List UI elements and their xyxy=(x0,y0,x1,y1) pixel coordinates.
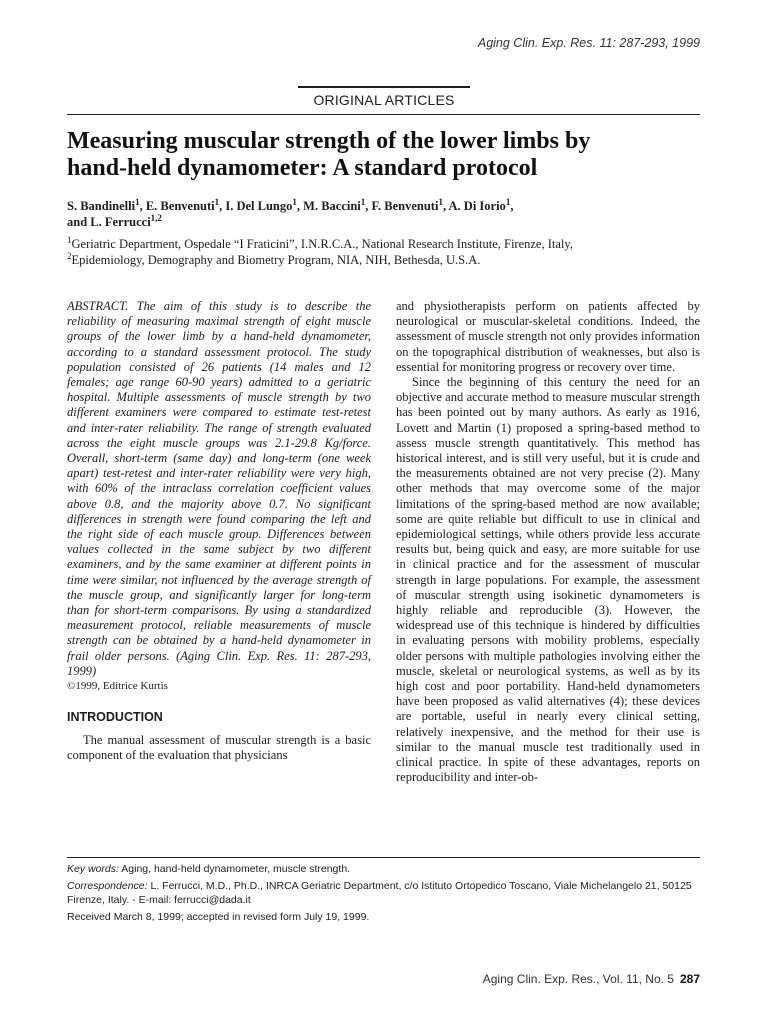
right-column xyxy=(396,299,700,786)
affiliation-mark: 1 xyxy=(438,196,443,207)
abstract xyxy=(67,299,371,679)
body-paragraph: and physiotherapists perform on patients affected by neurological or muscular-skeletal conditions. Indeed, the assessment of muscle strength not only provides information on the topographical distribution of weaknesses, but also is essential for monitoring progress or recovery over time. xyxy=(396,299,700,374)
affiliation-list xyxy=(67,236,707,268)
journal-reference: Aging Clin. Exp. Res. 11: 287-293, 1999 xyxy=(477,36,700,50)
section-label: ORIGINAL ARTICLES xyxy=(313,92,455,108)
affiliation-mark: 1,2 xyxy=(150,212,162,223)
correspondence-label: Correspondence: xyxy=(67,880,148,892)
affiliation-mark: 1 xyxy=(505,196,511,207)
title-line-1: Measuring muscular strength of the lower limbs by xyxy=(67,128,591,154)
page-footer xyxy=(483,972,700,986)
keywords-text: Aging, hand-held dynamometer, muscle strength. xyxy=(118,863,351,875)
affiliation-mark: 1 xyxy=(67,234,72,245)
affiliation-item xyxy=(67,252,707,268)
keywords-note xyxy=(67,862,707,876)
author-name: E. Benvenuti xyxy=(145,199,215,213)
author-name: A. Di Iorio xyxy=(448,199,506,213)
keywords-label: Key words: xyxy=(67,863,119,875)
introduction-paragraph: The manual assessment of muscular strength is a basic component of the evaluation that physicians xyxy=(67,733,371,763)
left-column xyxy=(67,299,371,764)
title-line-2: hand-held dynamometer: A standard protocol xyxy=(67,155,538,181)
affiliation-mark: 1 xyxy=(360,196,366,207)
received-note: Received March 8, 1999; accepted in revised form July 19, 1999. xyxy=(67,911,370,923)
author-list: S. Bandinelli$^1$, E. Benvenuti$^1$, I. Del Lungo$^1$, M. Baccini$^1$, F. Benvenuti$^1$, A. Di Iorio$^1$, and L. Ferrucci$^{1,2}$ xyxy=(67,196,514,229)
section-divider xyxy=(67,114,700,115)
affiliation-text: Geriatric Department, Ospedale “I Fraticini”, I.N.R.C.A., National Research Institute, Firenze, Italy, xyxy=(71,237,573,251)
footer-journal-reference: Aging Clin. Exp. Res., Vol. 11, No. 5 xyxy=(482,972,674,986)
affiliation-mark: 1 xyxy=(292,196,297,207)
author-name: F. Benvenuti xyxy=(371,199,439,213)
author-name: and L. Ferrucci xyxy=(67,215,151,229)
footnote-divider xyxy=(67,857,700,858)
author-name: M. Baccini xyxy=(303,199,361,213)
article-title xyxy=(67,128,707,182)
abstract-text: ABSTRACT. The aim of this study is to describe the reliability of measuring maximal strength of eight muscle groups of the lower limb by a hand-held dynamometer, according to a standard assessment protocol. The study population consisted of 26 patients (14 males and 12 females; age range 60-90 years) admitted to a geriatric hospital. Multiple assessments of muscle strength by two different examiners were compared to estimate test-retest and inter-rater reliability. The range of strength evaluated across the eight muscle groups was 2.1-29.8 Kg/force. Overall, short-term (same day) and long-term (one week apart) test-retest and inter-rater reliability were very high, with 60% of the intraclass correlation coefficient values above 0.8, and the majority above 0.7. No significant differences in strength were found comparing the left and the right side of each muscle group. Differences between values collected in the same subject by two different examiners, and by the same examiner at different points in time were similar, not influenced by the average strength of the muscle group, and significantly larger for long-term than for short-term comparisons. By using a standardized measurement protocol, reliable measurements of muscle strength can be obtained by a hand-held dynamometer in frail older persons. xyxy=(67,299,371,663)
correspondence-text: L. Ferrucci, M.D., Ph.D., INRCA Geriatric Department, c/o Istituto Ortopedico Toscano, Viale Michelangelo 21, 50125 Firenze, Italy. - E-mail: ferrucci@dada.it xyxy=(67,880,692,906)
correspondence-note xyxy=(67,879,707,907)
page-number: 287 xyxy=(679,972,700,986)
abstract-citation: (Aging Clin. Exp. Res. 11: 287-293, 1999) xyxy=(67,648,371,678)
copyright-notice: ©1999, Editrice Kurtis xyxy=(67,680,168,693)
section-top-rule xyxy=(298,86,470,88)
introduction-heading: INTRODUCTION xyxy=(67,710,163,725)
author-name: S. Bandinelli xyxy=(67,199,136,213)
affiliation-mark: 2 xyxy=(67,250,72,261)
body-paragraph: Since the beginning of this century the need for an objective and accurate method to measure muscular strength has been pointed out by many authors. As early as 1916, Lovett and Martin (1) proposed a spring-based method to assess muscle strength quantitatively. This method has historical interest, and is still very useful, but it is crude and the measurements obtained are not very precise (2). Many other methods that may overcome some of the major limitations of the spring-based method are now available; some are quite reliable but difficult to use in clinical and epidemiological settings, while others provide less accurate results but, being quick and easy, are more suitable for use in clinical practice and for the assessment of muscular strength in large populations. For example, the assessment of muscular strength using isokinetic dynamometers is highly reliable and reproducible (3). However, the widespread use of this technique is hindered by difficulties in evaluating persons with mobility problems, especially older persons with multiple pathologies involving either the muscle, skeletal or neurological systems, as well as by its high cost and poor portability. Hand-held dynamometers have been proposed as valid alternatives (4); these devices are portable, useful in nearly every clinical setting, relatively inexpensive, and the method for their use is similar to the manual muscle test traditionally used in clinical practice. In spite of these advantages, reports on reproducibility and inter-ob- xyxy=(396,375,700,785)
author-name: I. Del Lungo xyxy=(225,199,293,213)
affiliation-mark: 1 xyxy=(214,196,220,207)
footnotes xyxy=(67,862,707,927)
affiliation-text: Epidemiology, Demography and Biometry Program, NIA, NIH, Bethesda, U.S.A. xyxy=(71,253,481,267)
affiliation-item xyxy=(67,236,707,252)
affiliation-mark: 1 xyxy=(135,196,140,207)
